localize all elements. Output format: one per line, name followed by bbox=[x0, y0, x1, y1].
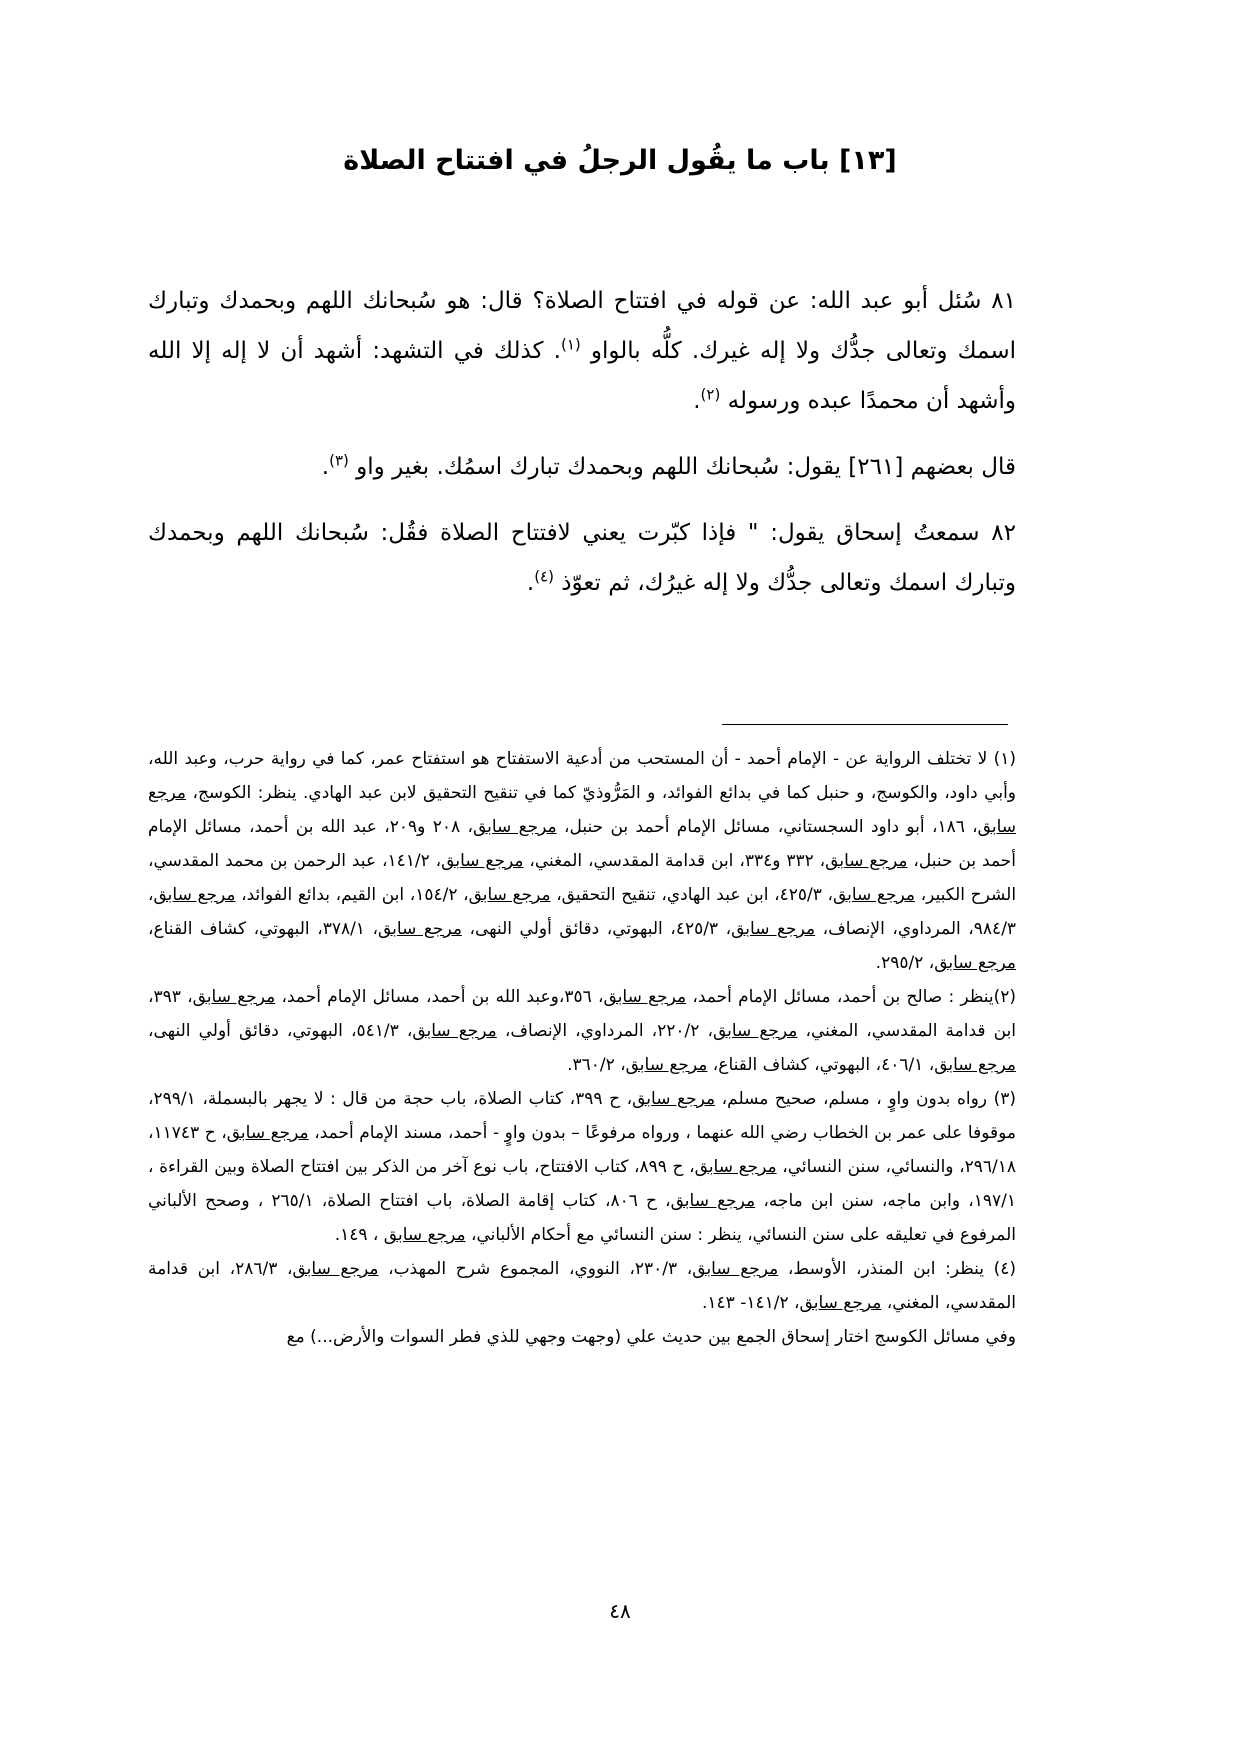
reference-link[interactable]: مرجع سابق bbox=[934, 953, 1016, 973]
reference-link[interactable]: مرجع سابق bbox=[632, 1089, 716, 1109]
footnote-text: ، ٢٠٨ و٢٠٩، عبد الله بن أحمد، مسائل الإمام أحمد بن حنبل، bbox=[148, 817, 1017, 871]
paragraph-end: . bbox=[526, 570, 535, 596]
footnote-text: ، ح ٣٩٩، كتاب الصلاة، باب حجة من قال : لا يجهر بالبسملة، ٢٩٩/١، موقوفا على عمر بن الخطاب رضي الله عنهما ، ورواه مرفوعًا – بدون واوٍ - أحمد، مسند الإمام أحمد، bbox=[148, 1089, 1016, 1143]
paragraph-text: ٨٢ سمعتُ إسحاق يقول: " فإذا كبّرت يعني لافتتاح الصلاة فقُل: سُبحانك اللهم وبحمدك وتبارك اسمك وتعالى جدُّك ولا إله غيرُك، ثم تعوّذ bbox=[148, 520, 1016, 596]
reference-link[interactable]: مرجع سابق bbox=[799, 1293, 882, 1313]
footnote-text: ، ٤٠٦/١، البهوتي، كشاف القناع، bbox=[707, 1055, 935, 1075]
paragraph-text: ٨١ سُئل أبو عبد الله: عن قوله في افتتاح الصلاة؟ قال: هو سُبحانك اللهم وبحمدك وتبارك اسمك وتعالى جدُّك ولا إله غيرك. كلُّه بالواو bbox=[148, 288, 1016, 364]
footnote-text: (٢)ينظر : صالح بن أحمد، مسائل الإمام أحمد، bbox=[686, 987, 1017, 1007]
reference-link[interactable]: مرجع سابق bbox=[148, 783, 1017, 837]
reference-link[interactable]: مرجع سابق bbox=[603, 987, 687, 1007]
reference-link[interactable]: مرجع سابق bbox=[712, 1021, 798, 1041]
footnote-3 bbox=[148, 1082, 1016, 1252]
reference-link[interactable]: مرجع سابق bbox=[472, 817, 557, 837]
footnote-text: ، ٣٦٠/٢. bbox=[567, 1055, 626, 1075]
reference-link[interactable]: مرجع سابق bbox=[832, 885, 915, 905]
reference-link[interactable]: مرجع سابق bbox=[192, 987, 276, 1007]
footnote-text: ، ٣٥٦،وعبد الله بن أحمد، مسائل الإمام أحمد، bbox=[275, 987, 604, 1007]
footnote-2 bbox=[148, 980, 1016, 1082]
footnote-text: ، ٥٤١/٣، البهوتي، دقائق أولي النهى، bbox=[148, 1021, 413, 1041]
paragraph-some-say bbox=[148, 442, 1016, 492]
paragraph-text: قال بعضهم [٢٦١] يقول: سُبحانك اللهم وبحمدك تبارك اسمُك. بغير واو bbox=[348, 454, 1016, 480]
footnote-text: ، ٤٢٥/٣، ابن عبد الهادي، تنقيح التحقيق، bbox=[550, 885, 833, 905]
reference-link[interactable]: مرجع سابق bbox=[625, 1055, 708, 1075]
footnote-marker-1[interactable]: (١) bbox=[560, 335, 581, 354]
footnote-text: ، ٢٩٥/٢. bbox=[875, 953, 935, 973]
chapter-title: [١٣] باب ما يقُول الرجلُ في افتتاح الصلاة bbox=[343, 145, 897, 176]
footnote-marker-3[interactable]: (٣) bbox=[329, 451, 349, 470]
footnotes bbox=[148, 742, 1016, 1354]
footnote-text: ، ٤٢٥/٣، البهوتي، دقائق أولي النهى، bbox=[461, 919, 732, 939]
footnote-text: ، ١٨٦، أبو داود السجستاني، مسائل الإمام أحمد بن حنبل، bbox=[556, 817, 978, 837]
footnote-1 bbox=[148, 742, 1016, 980]
reference-link[interactable]: مرجع سابق bbox=[692, 1259, 779, 1279]
paragraph-end: . bbox=[321, 454, 330, 480]
footnote-marker-4[interactable]: (٤) bbox=[534, 567, 554, 586]
reference-link[interactable]: مرجع سابق bbox=[153, 885, 236, 905]
reference-link[interactable]: مرجع سابق bbox=[378, 919, 462, 939]
footnote-text: ، ٢٨٦/٣، ابن قدامة المقدسي، المغني، bbox=[148, 1259, 1016, 1313]
paragraph-text: . كذلك في التشهد: أشهد أن لا إله إلا الله وأشهد أن محمدًا عبده ورسوله bbox=[148, 338, 1016, 414]
footnote-marker-2[interactable]: (٢) bbox=[700, 385, 721, 404]
footnote-text: (٣) رواه بدون واوٍ ، مسلم، صحيح مسلم، bbox=[715, 1089, 1016, 1109]
footnote-text: ، ٣٧٨/١، البهوتي، كشاف القناع، bbox=[148, 919, 378, 939]
footnote-text: ، ١٥٤/٢، ابن القيم، بدائع الفوائد، bbox=[235, 885, 469, 905]
reference-link[interactable]: مرجع سابق bbox=[383, 1225, 466, 1245]
footnote-text: ، ح ٨٩٩، كتاب الافتتاح، باب نوع آخر من الذكر بين افتتاح الصلاة وبين القراءة ، ١٩٧/١، وابن ماجه، سنن ابن ماجه، bbox=[148, 1157, 1016, 1211]
paragraph-82 bbox=[148, 508, 1016, 608]
reference-link[interactable]: مرجع سابق bbox=[934, 1055, 1016, 1075]
reference-link[interactable]: مرجع سابق bbox=[412, 1021, 497, 1041]
reference-link[interactable]: مرجع سابق bbox=[694, 1157, 777, 1177]
footnote-text: ، ١٤١/٢- ١٤٣. bbox=[702, 1293, 800, 1313]
page-number: ٤٨ bbox=[609, 1599, 631, 1623]
footnote-continuation: وفي مسائل الكوسج اختار إسحاق الجمع بين حديث علي (وجهت وجهي للذي فطر السوات والأرض...) مع bbox=[286, 1327, 1016, 1347]
paragraph-81 bbox=[148, 276, 1016, 426]
paragraph-end: . bbox=[693, 388, 701, 414]
reference-link[interactable]: مرجع سابق bbox=[670, 1191, 756, 1211]
footnote-4 bbox=[148, 1252, 1016, 1320]
footnote-text: ، ١٤٩. bbox=[334, 1225, 384, 1245]
reference-link[interactable]: مرجع سابق bbox=[226, 1123, 309, 1143]
footnote-text: ، ح ١١٧٤٣، ٢٩٦/١٨، والنسائي، سنن النسائي، bbox=[148, 1123, 1016, 1177]
footnote-text: ، ح ٨٠٦، كتاب إقامة الصلاة، باب افتتاح الصلاة، ٢٦٥/١ ، وصحح الألباني المرفوع في تعليقه على سنن النسائي، ينظر : سنن النسائي مع أحكام الألباني، bbox=[148, 1191, 1016, 1245]
footnote-text: ، ٩٨٤/٣، المرداوي، الإنصاف، bbox=[148, 885, 1017, 939]
footnote-text: ، ٢٢٠/٢، المرداوي، الإنصاف، bbox=[496, 1021, 713, 1041]
footnote-text: ، ٣٣٢ و٣٣٤، ابن قدامة المقدسي، المغني، bbox=[523, 851, 826, 871]
footnote-separator bbox=[722, 724, 1008, 725]
reference-link[interactable]: مرجع سابق bbox=[468, 885, 551, 905]
reference-link[interactable]: مرجع سابق bbox=[292, 1259, 379, 1279]
footnote-text: ، ١٤١/٢، عبد الرحمن بن محمد المقدسي، الشرح الكبير، bbox=[148, 851, 1017, 905]
footnote-text: (٤) ينظر: ابن المنذر، الأوسط، bbox=[778, 1259, 1017, 1279]
footnote-text: (١) لا تختلف الرواية عن - الإمام أحمد - أن المستحب من أدعية الاستفتاح هو استفتاح عمر، كما في رواية حرب، وعبد الله، وأبي داود، والكوسج، و حنبل كما في بدائع الفوائد، و المَرُّوذيّ كما في تنقيح التحقيق لابن عبد الهادي. ينظر: الكوسج، bbox=[148, 749, 1016, 803]
main-text bbox=[148, 276, 1016, 624]
footnote-text: ، ٣٩٣، ابن قدامة المقدسي، المغني، bbox=[148, 987, 1017, 1041]
footnote-text: ، ٢٣٠/٣، النووي، المجموع شرح المهذب، bbox=[378, 1259, 693, 1279]
reference-link[interactable]: مرجع سابق bbox=[441, 851, 524, 871]
reference-link[interactable]: مرجع سابق bbox=[731, 919, 816, 939]
reference-link[interactable]: مرجع سابق bbox=[825, 851, 908, 871]
